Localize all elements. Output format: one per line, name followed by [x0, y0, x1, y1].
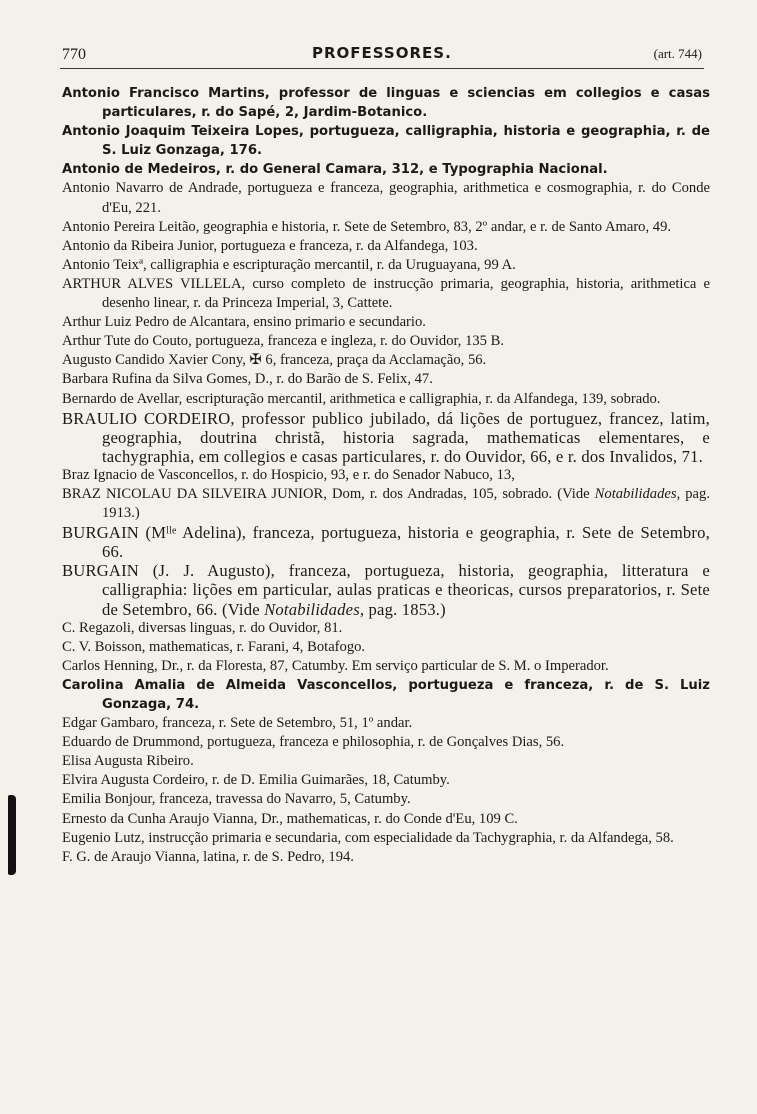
list-entry: Antonio Teixª, calligraphia e escripturação mercantil, r. da Uruguayana, 99 A.	[62, 256, 516, 273]
list-entry: Antonio Navarro de Andrade, portugueza e franceza, geographia, arithmetica e cosmographia, r. do Conde d'Eu, 221.	[62, 180, 710, 216]
list-entry: Arthur Tute do Couto, portugueza, franceza e ingleza, r. do Ouvidor, 135 B.	[62, 333, 504, 350]
list-entry: Arthur Luiz Pedro de Alcantara, ensino primario e secundario.	[62, 314, 426, 331]
page-header	[62, 44, 702, 66]
cross-reference: Notabilidades	[264, 599, 360, 619]
list-entry: Eduardo de Drummond, portugueza, franceza e philosophia, r. de Gonçalves Dias, 56.	[62, 734, 565, 751]
list-entry: Ernesto da Cunha Araujo Vianna, Dr., mathematicas, r. do Conde d'Eu, 109 C.	[62, 810, 518, 827]
directory-list	[62, 84, 710, 867]
list-entry: ARTHUR ALVES VILLELA, curso completo de instrucção primaria, geographia, historia, arithmetica e desenho linear, r. da Princeza Imperial, 3, Cattete.	[62, 275, 710, 312]
list-entry: Carlos Henning, Dr., r. da Floresta, 87, Catumby. Em serviço particular de S. M. o Imperador.	[62, 657, 609, 674]
page-title: PROFESSORES.	[312, 44, 452, 62]
list-entry: Carolina Amalia de Almeida Vasconcellos, portugueza e franceza, r. de S. Luiz Gonzaga, 74.	[62, 677, 710, 712]
list-entry: Emilia Bonjour, franceza, travessa do Navarro, 5, Catumby.	[62, 791, 411, 808]
header-rule	[60, 68, 704, 69]
list-entry: Bernardo de Avellar, escripturação mercantil, arithmetica e calligraphia, r. da Alfandega, 139, sobrado.	[62, 390, 661, 407]
margin-ink-mark	[8, 795, 16, 875]
page-number: 770	[62, 46, 86, 63]
list-entry: C. Regazoli, diversas linguas, r. do Ouvidor, 81.	[62, 619, 343, 636]
cross-reference: Notabilidades	[594, 485, 677, 502]
list-entry: BRAULIO CORDEIRO, professor publico jubilado, dá lições de portuguez, francez, latim, geographia, doutrina christã, historia sagrada, mathematicas elementares, e tachygraphia, em collegios e casas particulares, r. do Ouvidor, 66, e r. dos Invalidos, 71.	[62, 408, 710, 466]
list-entry: Eugenio Lutz, instrucção primaria e secundaria, com especialidade da Tachygraphia, r. da Alfandega, 58.	[62, 829, 674, 846]
list-entry: F. G. de Araujo Vianna, latina, r. de S. Pedro, 194.	[62, 848, 354, 865]
list-entry: Braz Ignacio de Vasconcellos, r. do Hospicio, 93, e r. do Senador Nabuco, 13,	[62, 466, 515, 483]
list-entry: Antonio Pereira Leitão, geographia e historia, r. Sete de Setembro, 83, 2º andar, e r. de Santo Amaro, 49.	[62, 218, 672, 235]
list-entry: Antonio da Ribeira Junior, portugueza e franceza, r. da Alfandega, 103.	[62, 237, 478, 254]
list-entry: Edgar Gambaro, franceza, r. Sete de Setembro, 51, 1º andar.	[62, 715, 413, 732]
list-entry: Augusto Candido Xavier Cony, ✠ 6, franceza, praça da Acclamação, 56.	[62, 352, 487, 369]
list-entry: Elvira Augusta Cordeiro, r. de D. Emilia Guimarães, 18, Catumby.	[62, 772, 450, 789]
list-entry: Elisa Augusta Ribeiro.	[62, 753, 194, 770]
article-reference: (art. 744)	[653, 46, 702, 61]
list-entry: C. V. Boisson, mathematicas, r. Farani, 4, Botafogo.	[62, 638, 366, 655]
list-entry: BURGAIN (J. J. Augusto), franceza, portugueza, historia, geographia, litteratura e calligraphia: lições em particular, aulas praticas e theoricas, cursos preparatorios, r. Sete de Setembro, 66. (Vide Notabilidades, pag. 1853.)	[62, 561, 710, 619]
list-entry: BRAZ NICOLAU DA SILVEIRA JUNIOR, Dom, r. dos Andradas, 105, sobrado. (Vide Notabilidades, pag. 1913.)	[62, 485, 710, 522]
list-entry: Antonio Francisco Martins, professor de linguas e sciencias em collegios e casas particulares, r. do Sapé, 2, Jardim-Botanico.	[62, 86, 710, 121]
list-entry: BURGAIN (Mˡˡᵉ Adelina), franceza, portugueza, historia e geographia, r. Sete de Setembro, 66.	[62, 523, 710, 562]
list-entry: Antonio de Medeiros, r. do General Camara, 312, e Typographia Nacional.	[62, 162, 608, 178]
list-entry: Antonio Joaquim Teixeira Lopes, portugueza, calligraphia, historia e geographia, r. de S. Luiz Gonzaga, 176.	[62, 124, 710, 159]
list-entry: Barbara Rufina da Silva Gomes, D., r. do Barão de S. Felix, 47.	[62, 371, 433, 388]
